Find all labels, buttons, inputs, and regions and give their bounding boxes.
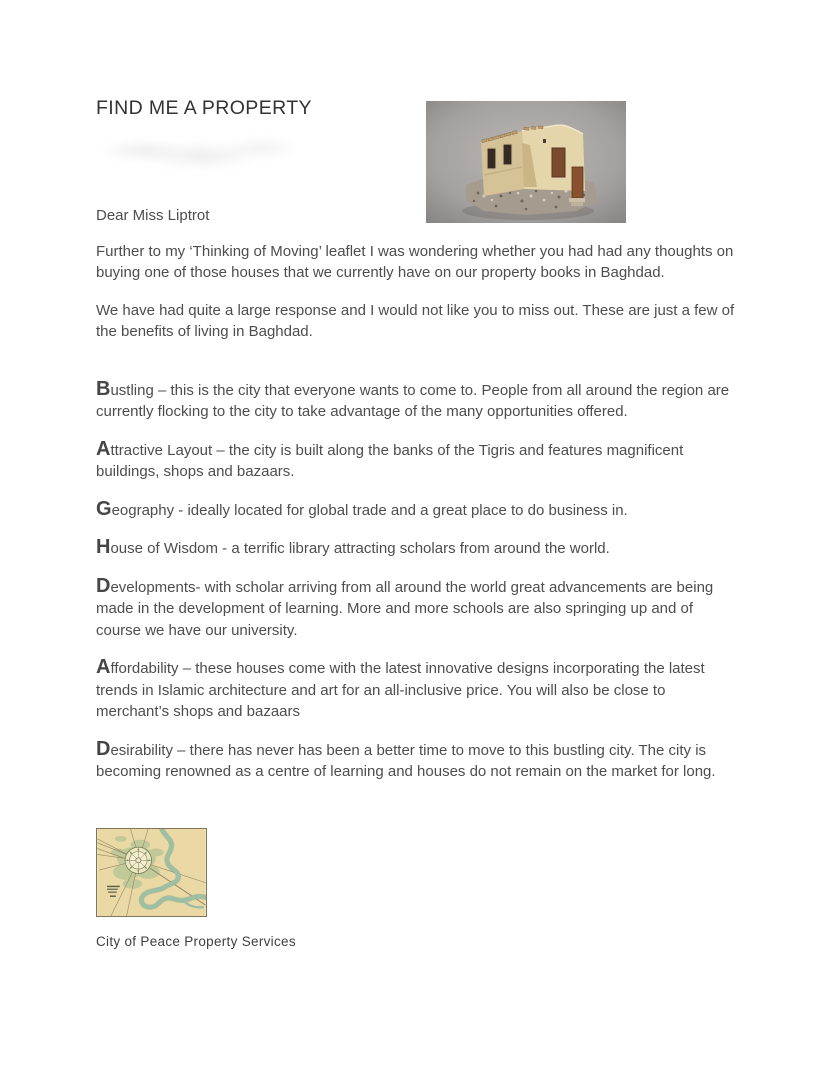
- benefit-paragraph-affordability: [96, 657, 738, 723]
- drop-cap-d: D: [96, 574, 111, 597]
- baghdad-map-image: [96, 828, 207, 917]
- benefit-text: ouse of Wisdom - a terrific library attracting scholars from around the world.: [110, 540, 610, 557]
- benefit-text: ustling – this is the city that everyone wants to come to. People from all around the region are currently flocking to the city to take advantage of the many opportunities offered.: [96, 381, 730, 420]
- benefit-text: evelopments- with scholar arriving from all around the world great advancements are being made in the development of learning. More and more schools are also springing up and of course we have our university.: [96, 578, 714, 639]
- benefit-text: esirability – there has never has been a better time to move to this bustling city. The city is becoming renowned as a centre of learning and houses do not remain on the market for long.: [96, 741, 716, 780]
- footer-signature: City of Peace Property Services: [96, 934, 296, 949]
- benefit-paragraph-desirability: [96, 739, 738, 783]
- drop-cap-d2: D: [96, 737, 111, 760]
- benefit-paragraph-attractive-layout: [96, 439, 738, 483]
- salutation: Dear Miss Liptrot: [96, 207, 210, 224]
- benefit-text: eography - ideally located for global trade and a great place to do business in.: [111, 501, 628, 519]
- drop-cap-a: A: [96, 437, 111, 460]
- faded-handwriting-smudge: [92, 128, 292, 178]
- drop-cap-h: H: [96, 536, 111, 558]
- intro-paragraph-1: Further to my ‘Thinking of Moving’ leaflet I was wondering whether you had had any thoughts on buying one of those houses that we currently have on our property books in Baghdad.: [96, 242, 734, 281]
- drop-cap-a2: A: [96, 656, 111, 678]
- benefit-paragraph-bustling: [96, 379, 738, 423]
- benefit-paragraph-house-of-wisdom: [96, 537, 738, 560]
- benefit-text: ttractive Layout – the city is built along the banks of the Tigris and features magnificent buildings, shops and bazaars.: [96, 441, 684, 480]
- benefit-paragraph-developments: [96, 576, 738, 642]
- benefit-paragraph-geography: [96, 499, 738, 522]
- drop-cap-b: B: [96, 377, 111, 400]
- letter-body: [96, 205, 738, 799]
- intro-paragraph-2: We have had quite a large response and I would not like you to miss out. These are just a few of the benefits of living in Baghdad.: [96, 301, 735, 340]
- benefit-text: ffordability – these houses come with the latest innovative designs incorporating the latest trends in Islamic architecture and art for an all-inclusive price. You will also be close to merchant’s shops and bazaars: [96, 660, 705, 720]
- blank-line: [96, 359, 738, 379]
- drop-cap-g: G: [96, 497, 112, 520]
- page-title: FIND ME A PROPERTY: [96, 97, 312, 119]
